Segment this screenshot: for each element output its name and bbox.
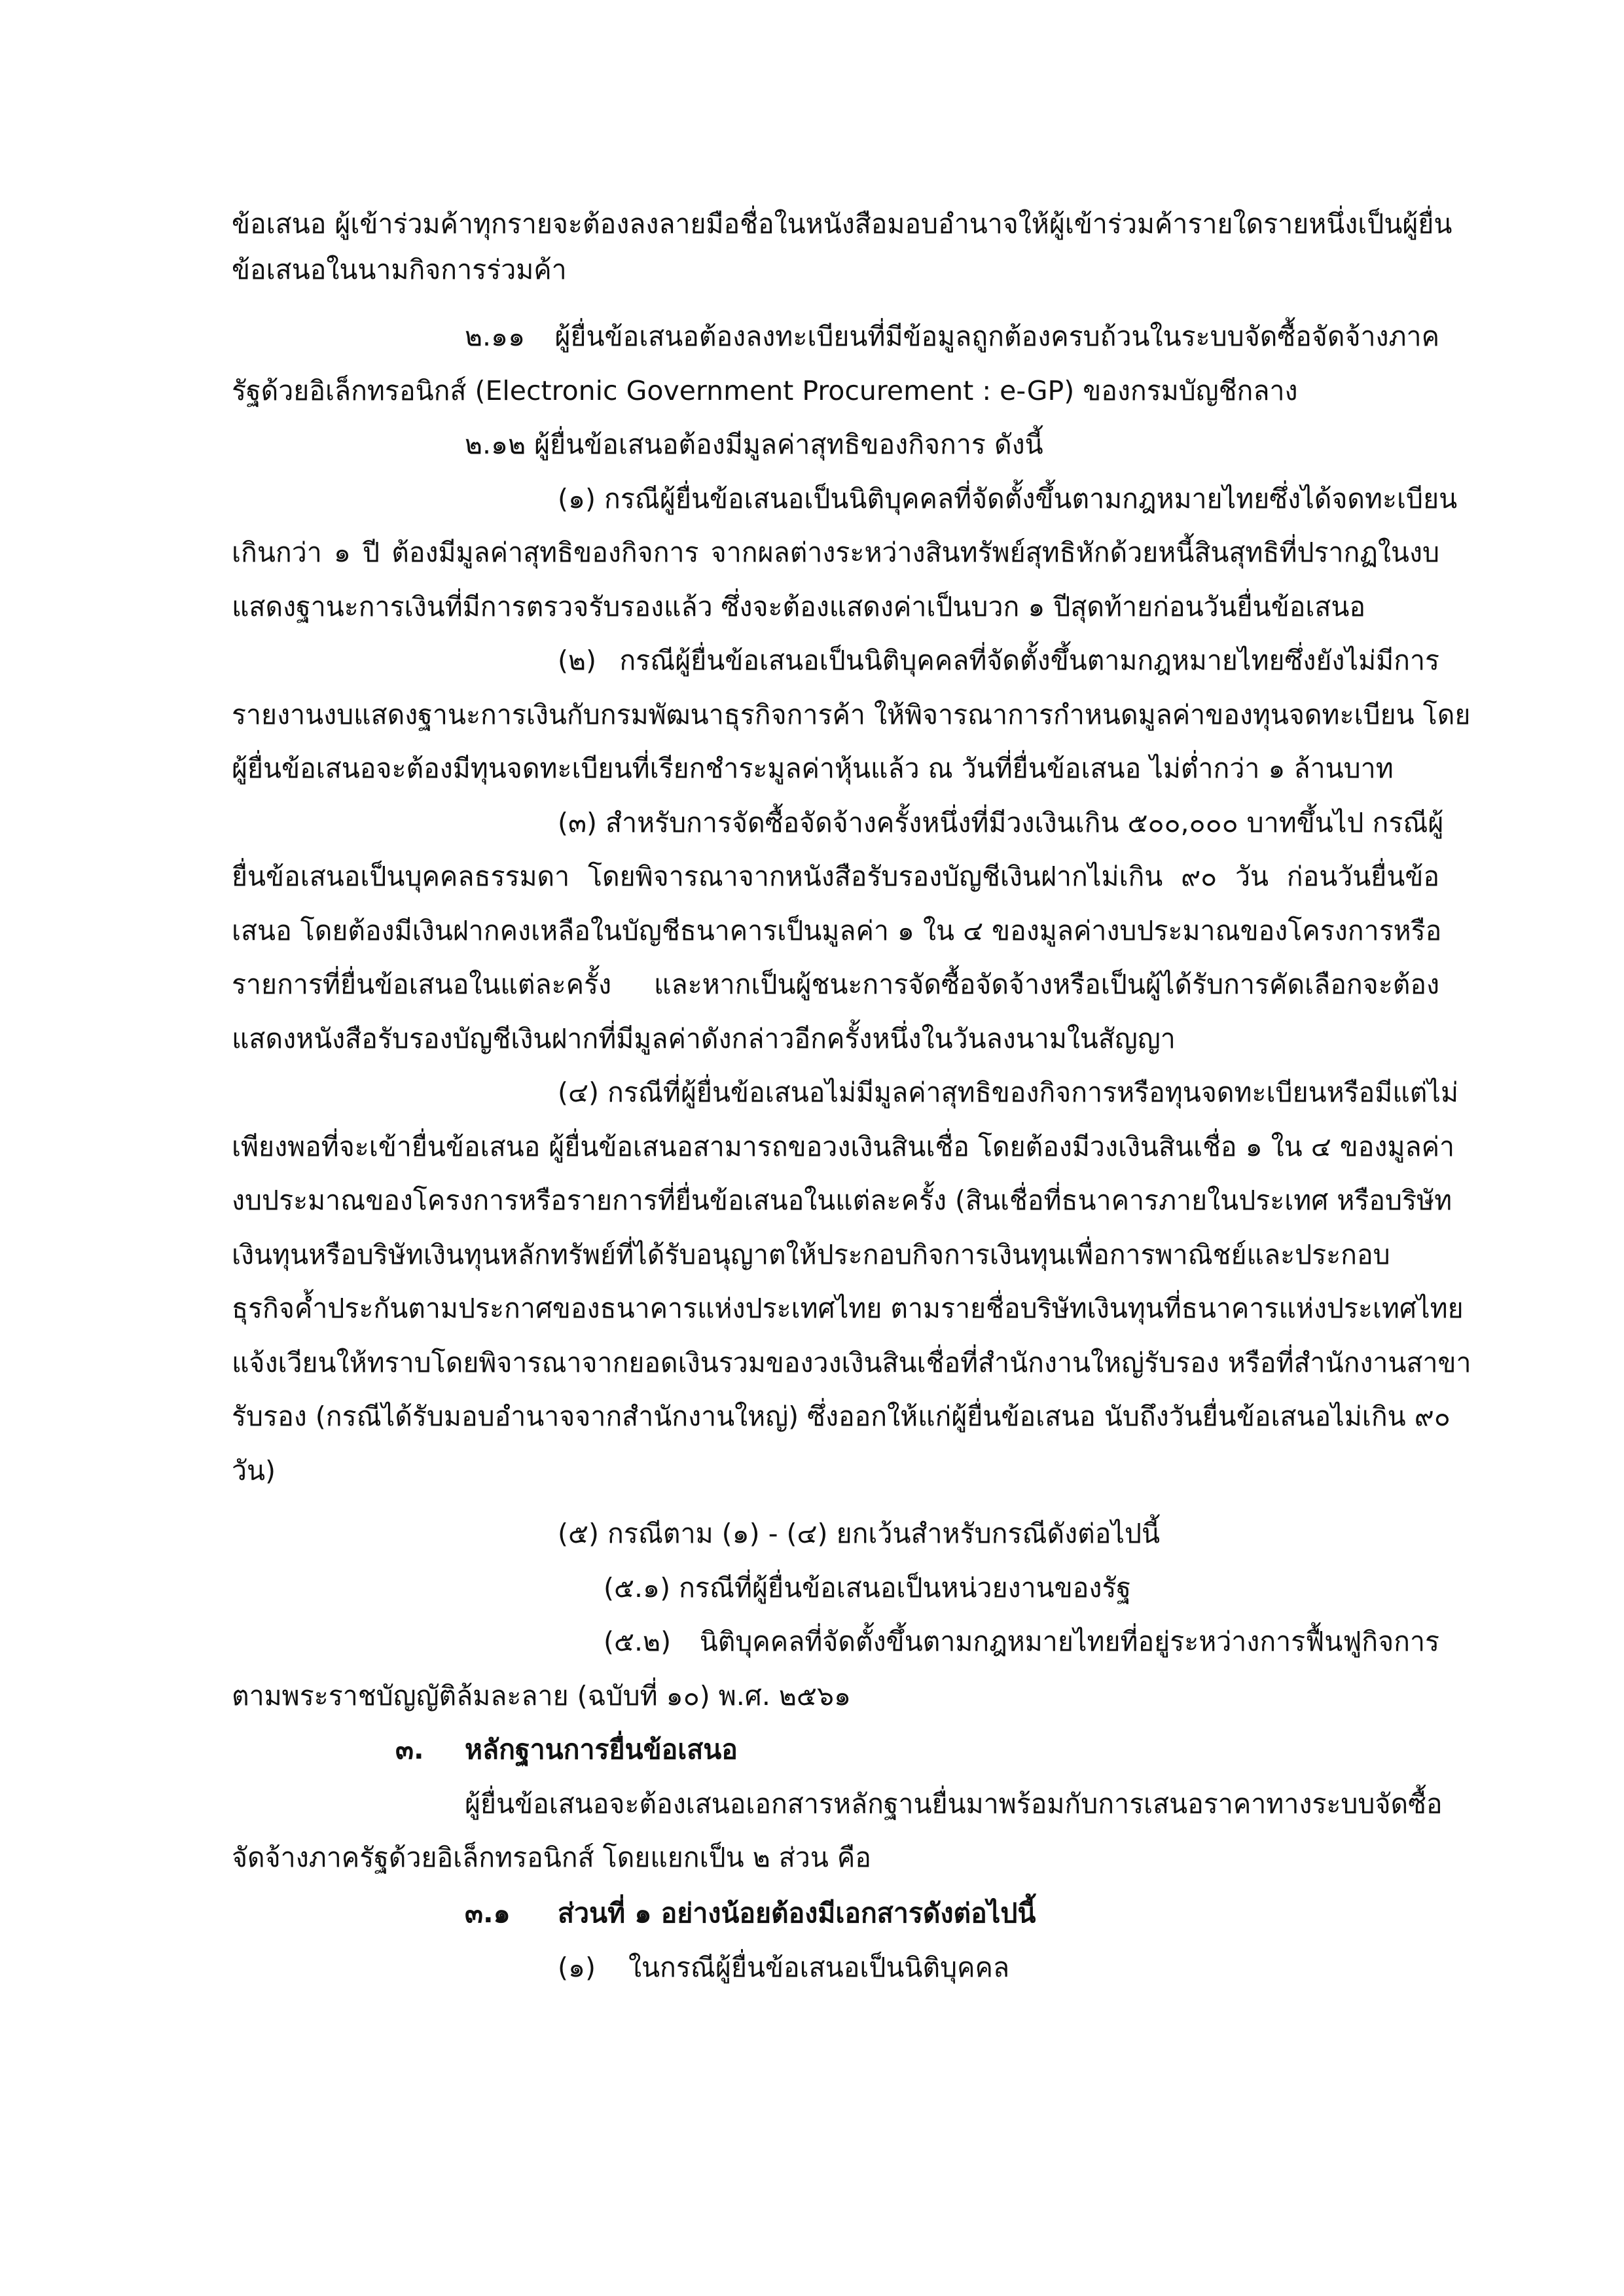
text-line: ผู้ยื่นข้อเสนอจะต้องมีทุนจดทะเบียนที่เรียกชำระมูลค่าหุ้นแล้ว ณ วันที่ยื่นข้อเสนอ ไม่ต่ำกว่า ๑ ล้านบาท	[232, 753, 1394, 784]
text-line: เพียงพอที่จะเข้ายื่นข้อเสนอ ผู้ยื่นข้อเสนอสามารถขอวงเงินสินเชื่อ โดยต้องมีวงเงินสินเชื่อ ๑ ใน ๔ ของมูลค่า	[232, 1131, 1455, 1162]
text-line: แสดงฐานะการเงินที่มีการตรวจรับรองแล้ว ซึ่งจะต้องแสดงค่าเป็นบวก ๑ ปีสุดท้ายก่อนวันยื่นข้อเสนอ	[232, 591, 1366, 622]
sub-clause-2: (๒) กรณีผู้ยื่นข้อเสนอเป็นนิติบุคคลที่จัดตั้งขึ้นตามกฎหมายไทยซึ่งยังไม่มีการ	[558, 645, 1439, 676]
sub-clause-1: (๑) กรณีผู้ยื่นข้อเสนอเป็นนิติบุคคลที่จัดตั้งขึ้นตามกฎหมายไทยซึ่งได้จดทะเบียน	[558, 483, 1458, 514]
clause-2-11-heading: ๒.๑๑ ผู้ยื่นข้อเสนอต้องลงทะเบียนที่มีข้อมูลถูกต้องครบถ้วนในระบบจัดซื้อจัดจ้างภาค	[465, 321, 1439, 352]
text-line: รายงานงบแสดงฐานะการเงินกับกรมพัฒนาธุรกิจการค้า ให้พิจารณาการกำหนดมูลค่าของทุนจดทะเบียน โดย	[232, 699, 1471, 730]
text-line: จัดจ้างภาครัฐด้วยอิเล็กทรอนิกส์ โดยแยกเป็น ๒ ส่วน คือ	[232, 1842, 871, 1873]
text-line: รัฐด้วยอิเล็กทรอนิกส์ (Electronic Government Procurement : e-GP) ของกรมบัญชีกลาง	[232, 375, 1298, 406]
text-line: ข้อเสนอในนามกิจการร่วมค้า	[232, 254, 567, 285]
text-line: ตามพระราชบัญญัติล้มละลาย (ฉบับที่ ๑๐) พ.ศ. ๒๕๖๑	[232, 1680, 852, 1712]
text-line: แจ้งเวียนให้ทราบโดยพิจารณาจากยอดเงินรวมของวงเงินสินเชื่อที่สำนักงานใหญ่รับรอง หรือที่สำนักงานสาขา	[232, 1347, 1471, 1378]
text-line: ยื่นข้อเสนอเป็นบุคคลธรรมดา โดยพิจารณาจากหนังสือรับรองบัญชีเงินฝากไม่เกิน ๙๐ วัน ก่อนวันยื่นข้อ	[232, 861, 1439, 892]
sub-clause-5: (๕) กรณีตาม (๑) - (๔) ยกเว้นสำหรับกรณีดังต่อไปนี้	[558, 1518, 1161, 1549]
text-line: เกินกว่า ๑ ปี ต้องมีมูลค่าสุทธิของกิจการ จากผลต่างระหว่างสินทรัพย์สุทธิหักด้วยหนี้สินสุทธิที่ปรากฏในงบ	[232, 537, 1439, 568]
sub-clause-4: (๔) กรณีที่ผู้ยื่นข้อเสนอไม่มีมูลค่าสุทธิของกิจการหรือทุนจดทะเบียนหรือมีแต่ไม่	[558, 1077, 1459, 1108]
text-line: ข้อเสนอ ผู้เข้าร่วมค้าทุกรายจะต้องลงลายมือชื่อในหนังสือมอบอำนาจให้ผู้เข้าร่วมค้ารายใดรายหนึ่งเป็นผู้ยื่น	[232, 208, 1453, 240]
sub-clause-5-2: (๕.๒) นิติบุคคลที่จัดตั้งขึ้นตามกฎหมายไทยที่อยู่ระหว่างการฟื้นฟูกิจการ	[604, 1626, 1439, 1657]
section-3-number: ๓.	[395, 1734, 424, 1765]
text-line: รายการที่ยื่นข้อเสนอในแต่ละครั้ง และหากเป็นผู้ชนะการจัดซื้อจัดจ้างหรือเป็นผู้ได้รับการคัดเลือกจะต้อง	[232, 969, 1439, 1000]
section-3-intro: ผู้ยื่นข้อเสนอจะต้องเสนอเอกสารหลักฐานยื่นมาพร้อมกับการเสนอราคาทางระบบจัดซื้อ	[465, 1788, 1443, 1820]
clause-2-12-heading: ๒.๑๒ ผู้ยื่นข้อเสนอต้องมีมูลค่าสุทธิของกิจการ ดังนี้	[465, 429, 1043, 460]
text-line: แสดงหนังสือรับรองบัญชีเงินฝากที่มีมูลค่าดังกล่าวอีกครั้งหนึ่งในวันลงนามในสัญญา	[232, 1023, 1176, 1054]
section-3-1-number: ๓.๑	[465, 1897, 511, 1929]
text-line: เงินทุนหรือบริษัทเงินทุนหลักทรัพย์ที่ได้รับอนุญาตให้ประกอบกิจการเงินทุนเพื่อการพาณิชย์และประกอบ	[232, 1239, 1390, 1270]
text-line: ธุรกิจค้ำประกันตามประกาศของธนาคารแห่งประเทศไทย ตามรายชื่อบริษัทเงินทุนที่ธนาคารแห่งประเทศไทย	[232, 1293, 1464, 1324]
section-3-title: หลักฐานการยื่นข้อเสนอ	[465, 1734, 738, 1765]
text-line: วัน)	[232, 1455, 276, 1486]
section-3-1-title: ส่วนที่ ๑ อย่างน้อยต้องมีเอกสารดังต่อไปนี้	[558, 1897, 1036, 1929]
item-1-text: ในกรณีผู้ยื่นข้อเสนอเป็นนิติบุคคล	[628, 1952, 1010, 1983]
sub-clause-5-1: (๕.๑) กรณีที่ผู้ยื่นข้อเสนอเป็นหน่วยงานของรัฐ	[604, 1572, 1131, 1604]
text-line: งบประมาณของโครงการหรือรายการที่ยื่นข้อเสนอในแต่ละครั้ง (สินเชื่อที่ธนาคารภายในประเทศ หรือบริษัท	[232, 1185, 1453, 1216]
text-line: เสนอ โดยต้องมีเงินฝากคงเหลือในบัญชีธนาคารเป็นมูลค่า ๑ ใน ๔ ของมูลค่างบประมาณของโครงการหรือ	[232, 915, 1442, 946]
text-line: รับรอง (กรณีได้รับมอบอำนาจจากสำนักงานใหญ่) ซึ่งออกให้แก่ผู้ยื่นข้อเสนอ นับถึงวันยื่นข้อเสนอไม่เกิน ๙๐	[232, 1401, 1451, 1432]
item-1-number: (๑)	[558, 1952, 596, 1983]
sub-clause-3: (๓) สำหรับการจัดซื้อจัดจ้างครั้งหนึ่งที่มีวงเงินเกิน ๕๐๐,๐๐๐ บาทขึ้นไป กรณีผู้	[558, 807, 1444, 838]
